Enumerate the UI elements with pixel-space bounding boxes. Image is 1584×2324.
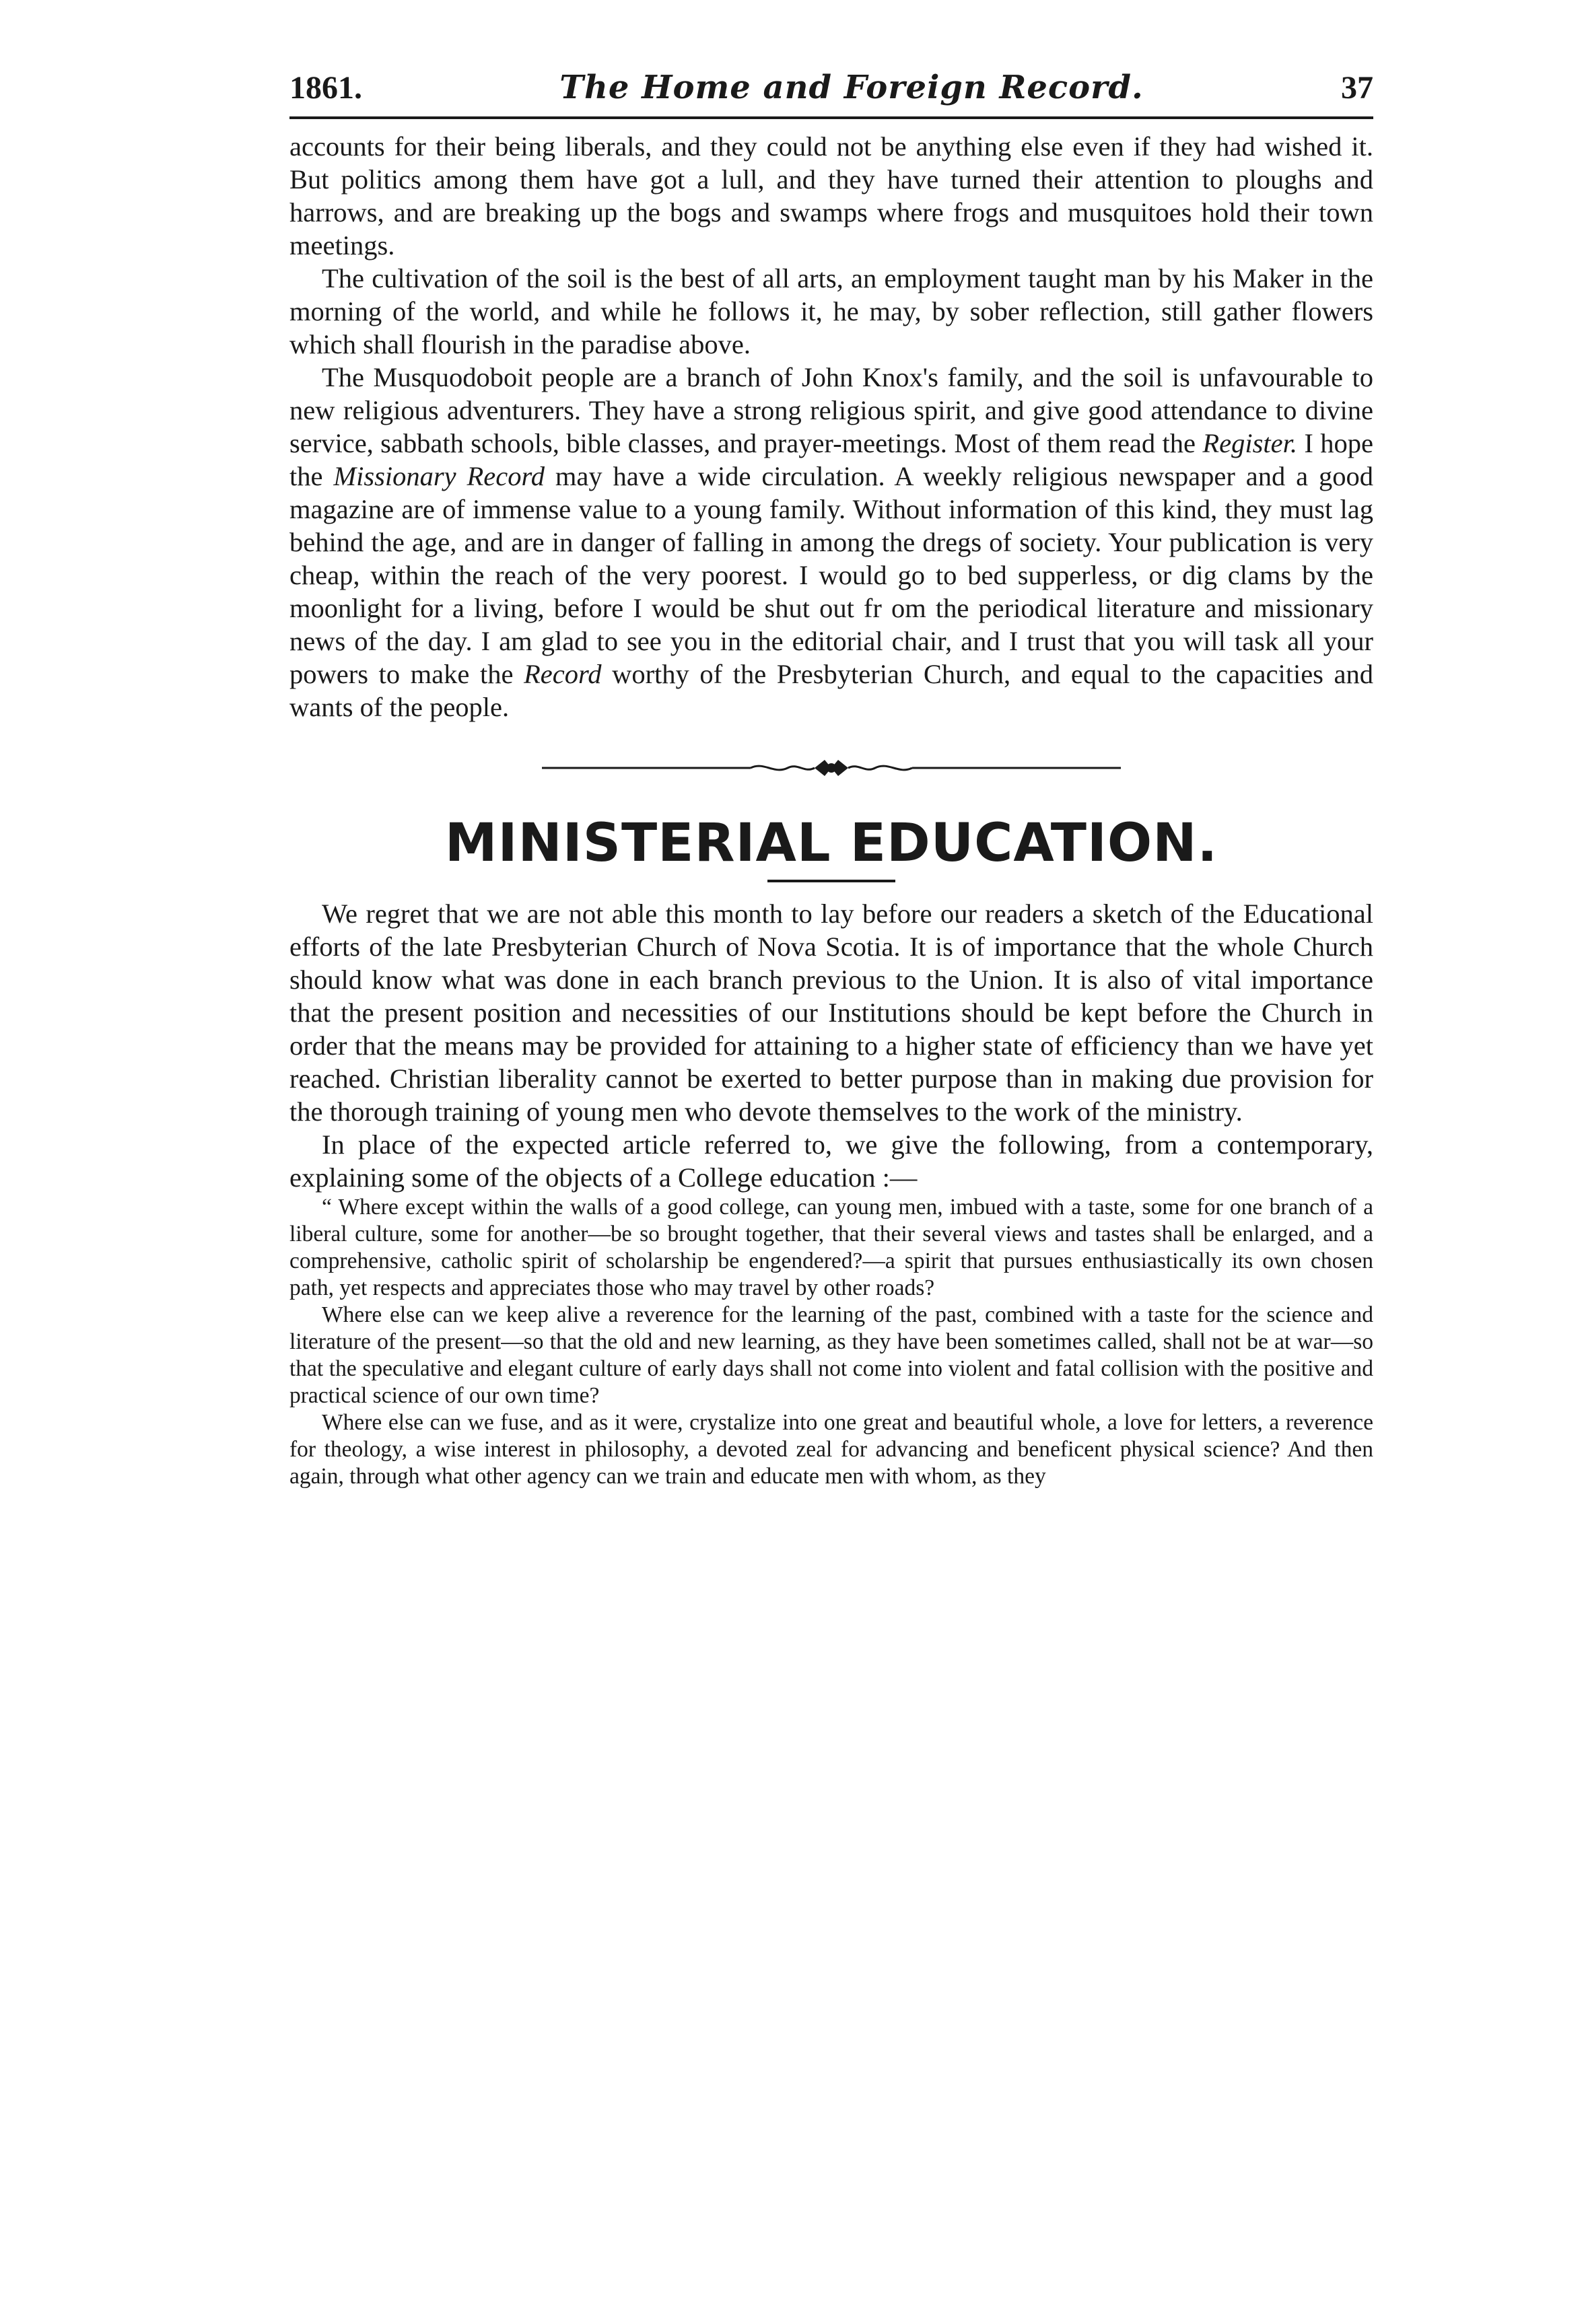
letter-paragraph-1: accounts for their being liberals, and they could not be anything else even if they had wished it. But politics among them have got a lull, and they have turned their attention to ploughs and harrows, and are breaking up the bogs and swamps where frogs and musquitoes hold their town meetings.: [289, 131, 1373, 260]
running-header: [289, 67, 1373, 119]
section-paragraph-1: We regret that we are not able this month to lay before our readers a sketch of the Educational efforts of the late Presbyterian Church of Nova Scotia. It is of importance that the whole Church should know what was done in each branch previous to the Union. It is also of vital importance that the present position and necessities of our Institutions should be kept before the Church in order that the means may be provided for attaining to a higher state of efficiency than we have yet reached. Christian liberality cannot be exerted to better purpose than in making due provision for the thorough training of young men who devote themselves to the work of the ministry.: [289, 899, 1373, 1127]
letter-paragraph-2: The cultivation of the soil is the best of all arts, an employment taught man by his Maker in the morning of the world, and while he follows it, he may, by sober reflection, still gather flowers which shall flourish in the paradise above.: [289, 263, 1373, 359]
letter-p3-text-1: The Musquodoboit people are a branch of John Knox's family, and the soil is unfavourable to new religious adventurers. They have a strong religious spirit, and give good attendance to divine service, sabbath schools, bible classes, and prayer-meetings. Most of them read the: [289, 362, 1373, 458]
page: [289, 67, 1373, 1490]
section-heading: MINISTERIAL EDUCATION.: [444, 813, 1218, 874]
header-title: The Home and Foreign Record.: [559, 69, 1144, 106]
block-quote: [289, 1194, 1373, 1490]
section-text: [289, 897, 1373, 1194]
record-title: Record: [524, 659, 602, 689]
quote-paragraph-2: Where else can we keep alive a reverence for the learning of the past, combined with a taste for the science and literature of the present—so that the old and new learning, as they have been sometimes called, shall not be at war—so that the speculative and elegant culture of early days shall not come into violent and fatal collision with the positive and practical science of our own time?: [289, 1302, 1373, 1408]
letter-p3-text-2: I hope the: [289, 428, 1373, 491]
header-year: 1861.: [289, 70, 362, 106]
missionary-record-title: Missionary Record: [333, 461, 545, 491]
quote-paragraph-3: Where else can we fuse, and as it were, crystalize into one great and beautiful whole, a love for letters, a reverence for theology, a wise interest in philosophy, a devoted zeal for advancing and beneficent physical science? And then again, through what other agency can we train and educate men with whom, as they: [289, 1410, 1373, 1489]
quote-paragraph-1: “ Where except within the walls of a good college, can young men, imbued with a taste, some for one branch of a liberal culture, some for another—be so brought together, that their several views and tastes shall be enlarged, and a comprehensive, catholic spirit of scholarship be engendered?—a spirit that pursues enthusiastically its own chosen path, yet respects and appreciates those who may travel by other roads?: [289, 1195, 1373, 1300]
letter-text: [289, 130, 1373, 724]
section-paragraph-2: In place of the expected article referred to, we give the following, from a contemporary, explaining some of the objects of a College education :—: [289, 1129, 1373, 1193]
letter-p3-text-4: worthy of the Presbyterian Church, and equal to the capacities and wants of the people.: [289, 659, 1374, 722]
heading-underline: [767, 880, 895, 882]
ornament-icon: [542, 754, 1121, 781]
letter-paragraph-3: [289, 361, 1373, 724]
register-title: Register.: [1202, 428, 1298, 458]
ornamental-divider: [542, 754, 1121, 781]
letter-p3-text-3: may have a wide circulation. A weekly religious newspaper and a good magazine are of immense value to a young family. Without information of this kind, they must lag behind the age, and are in danger of falling in among the dregs of society. Your publication is very cheap, within the reach of the very poorest. I would go to bed supperless, or dig clams by the moonlight for a living, before I would be shut out fr om the periodical literature and missionary news of the day. I am glad to see you in the editorial chair, and I trust that you will task all your powers to make the: [289, 461, 1374, 689]
page-number: 37: [1340, 70, 1373, 106]
